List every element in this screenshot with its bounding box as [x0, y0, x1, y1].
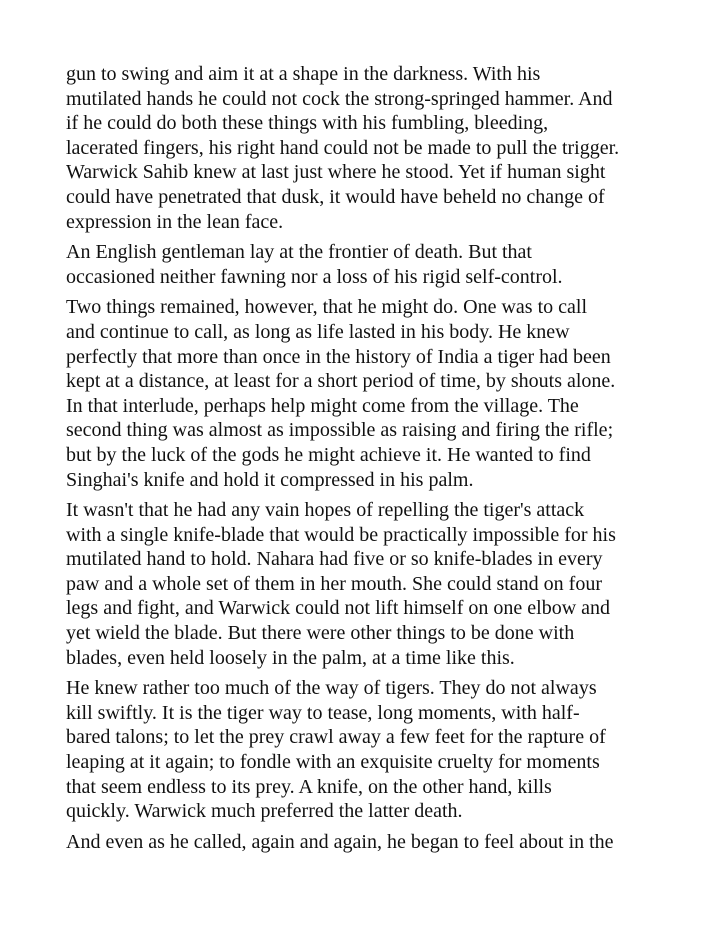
text-line: with a single knife-blade that would be practically impossible for his	[66, 523, 616, 546]
text-line: Singhai's knife and hold it compressed in his palm.	[66, 468, 474, 491]
text-line: In that interlude, perhaps help might come from the village. The	[66, 394, 579, 417]
text-line: legs and fight, and Warwick could not lift himself on one elbow and	[66, 597, 611, 620]
paragraph-4	[66, 498, 682, 670]
text-line: expression in the lean face.	[66, 210, 284, 233]
text-line: And even as he called, again and again, he began to feel about in the	[66, 830, 614, 853]
text-line: and continue to call, as long as life lasted in his body. He knew	[66, 320, 570, 343]
text-line: It wasn't that he had any vain hopes of repelling the tiger's attack	[66, 499, 585, 522]
paragraph-6	[66, 830, 682, 855]
text-line: quickly. Warwick much preferred the latter death.	[66, 800, 463, 823]
text-line: An English gentleman lay at the frontier of death. But that	[66, 241, 532, 264]
text-line: yet wield the blade. But there were other things to be done with	[66, 622, 575, 645]
text-line: leaping at it again; to fondle with an exquisite cruelty for moments	[66, 751, 600, 774]
document-page	[66, 62, 682, 860]
paragraph-1	[66, 62, 682, 234]
text-line: bared talons; to let the prey crawl away a few feet for the rapture of	[66, 726, 606, 749]
text-line: Warwick Sahib knew at last just where he stood. Yet if human sight	[66, 161, 606, 184]
text-line: could have penetrated that dusk, it would have beheld no change of	[66, 185, 605, 208]
text-line: kept at a distance, at least for a short period of time, by shouts alone.	[66, 370, 616, 393]
text-line: mutilated hand to hold. Nahara had five or so knife-blades in every	[66, 548, 603, 571]
paragraph-3	[66, 295, 682, 492]
text-line: He knew rather too much of the way of tigers. They do not always	[66, 677, 597, 700]
text-line: Two things remained, however, that he might do. One was to call	[66, 296, 588, 319]
text-line: occasioned neither fawning nor a loss of his rigid self-control.	[66, 265, 563, 288]
text-line: that seem endless to its prey. A knife, on the other hand, kills	[66, 775, 552, 798]
text-line: perfectly that more than once in the history of India a tiger had been	[66, 345, 611, 368]
text-line: lacerated fingers, his right hand could not be made to pull the trigger.	[66, 136, 620, 159]
text-line: if he could do both these things with his fumbling, bleeding,	[66, 112, 549, 135]
text-line: kill swiftly. It is the tiger way to tease, long moments, with half-	[66, 701, 580, 724]
text-line: paw and a whole set of them in her mouth. She could stand on four	[66, 572, 602, 595]
text-line: gun to swing and aim it at a shape in the darkness. With his	[66, 63, 541, 85]
paragraph-5	[66, 676, 682, 824]
text-line: blades, even held loosely in the palm, at a time like this.	[66, 646, 515, 669]
text-line: second thing was almost as impossible as raising and firing the rifle;	[66, 419, 614, 442]
paragraph-2	[66, 240, 682, 289]
text-line: mutilated hands he could not cock the strong-springed hammer. And	[66, 87, 613, 110]
text-line: but by the luck of the gods he might achieve it. He wanted to find	[66, 443, 591, 466]
